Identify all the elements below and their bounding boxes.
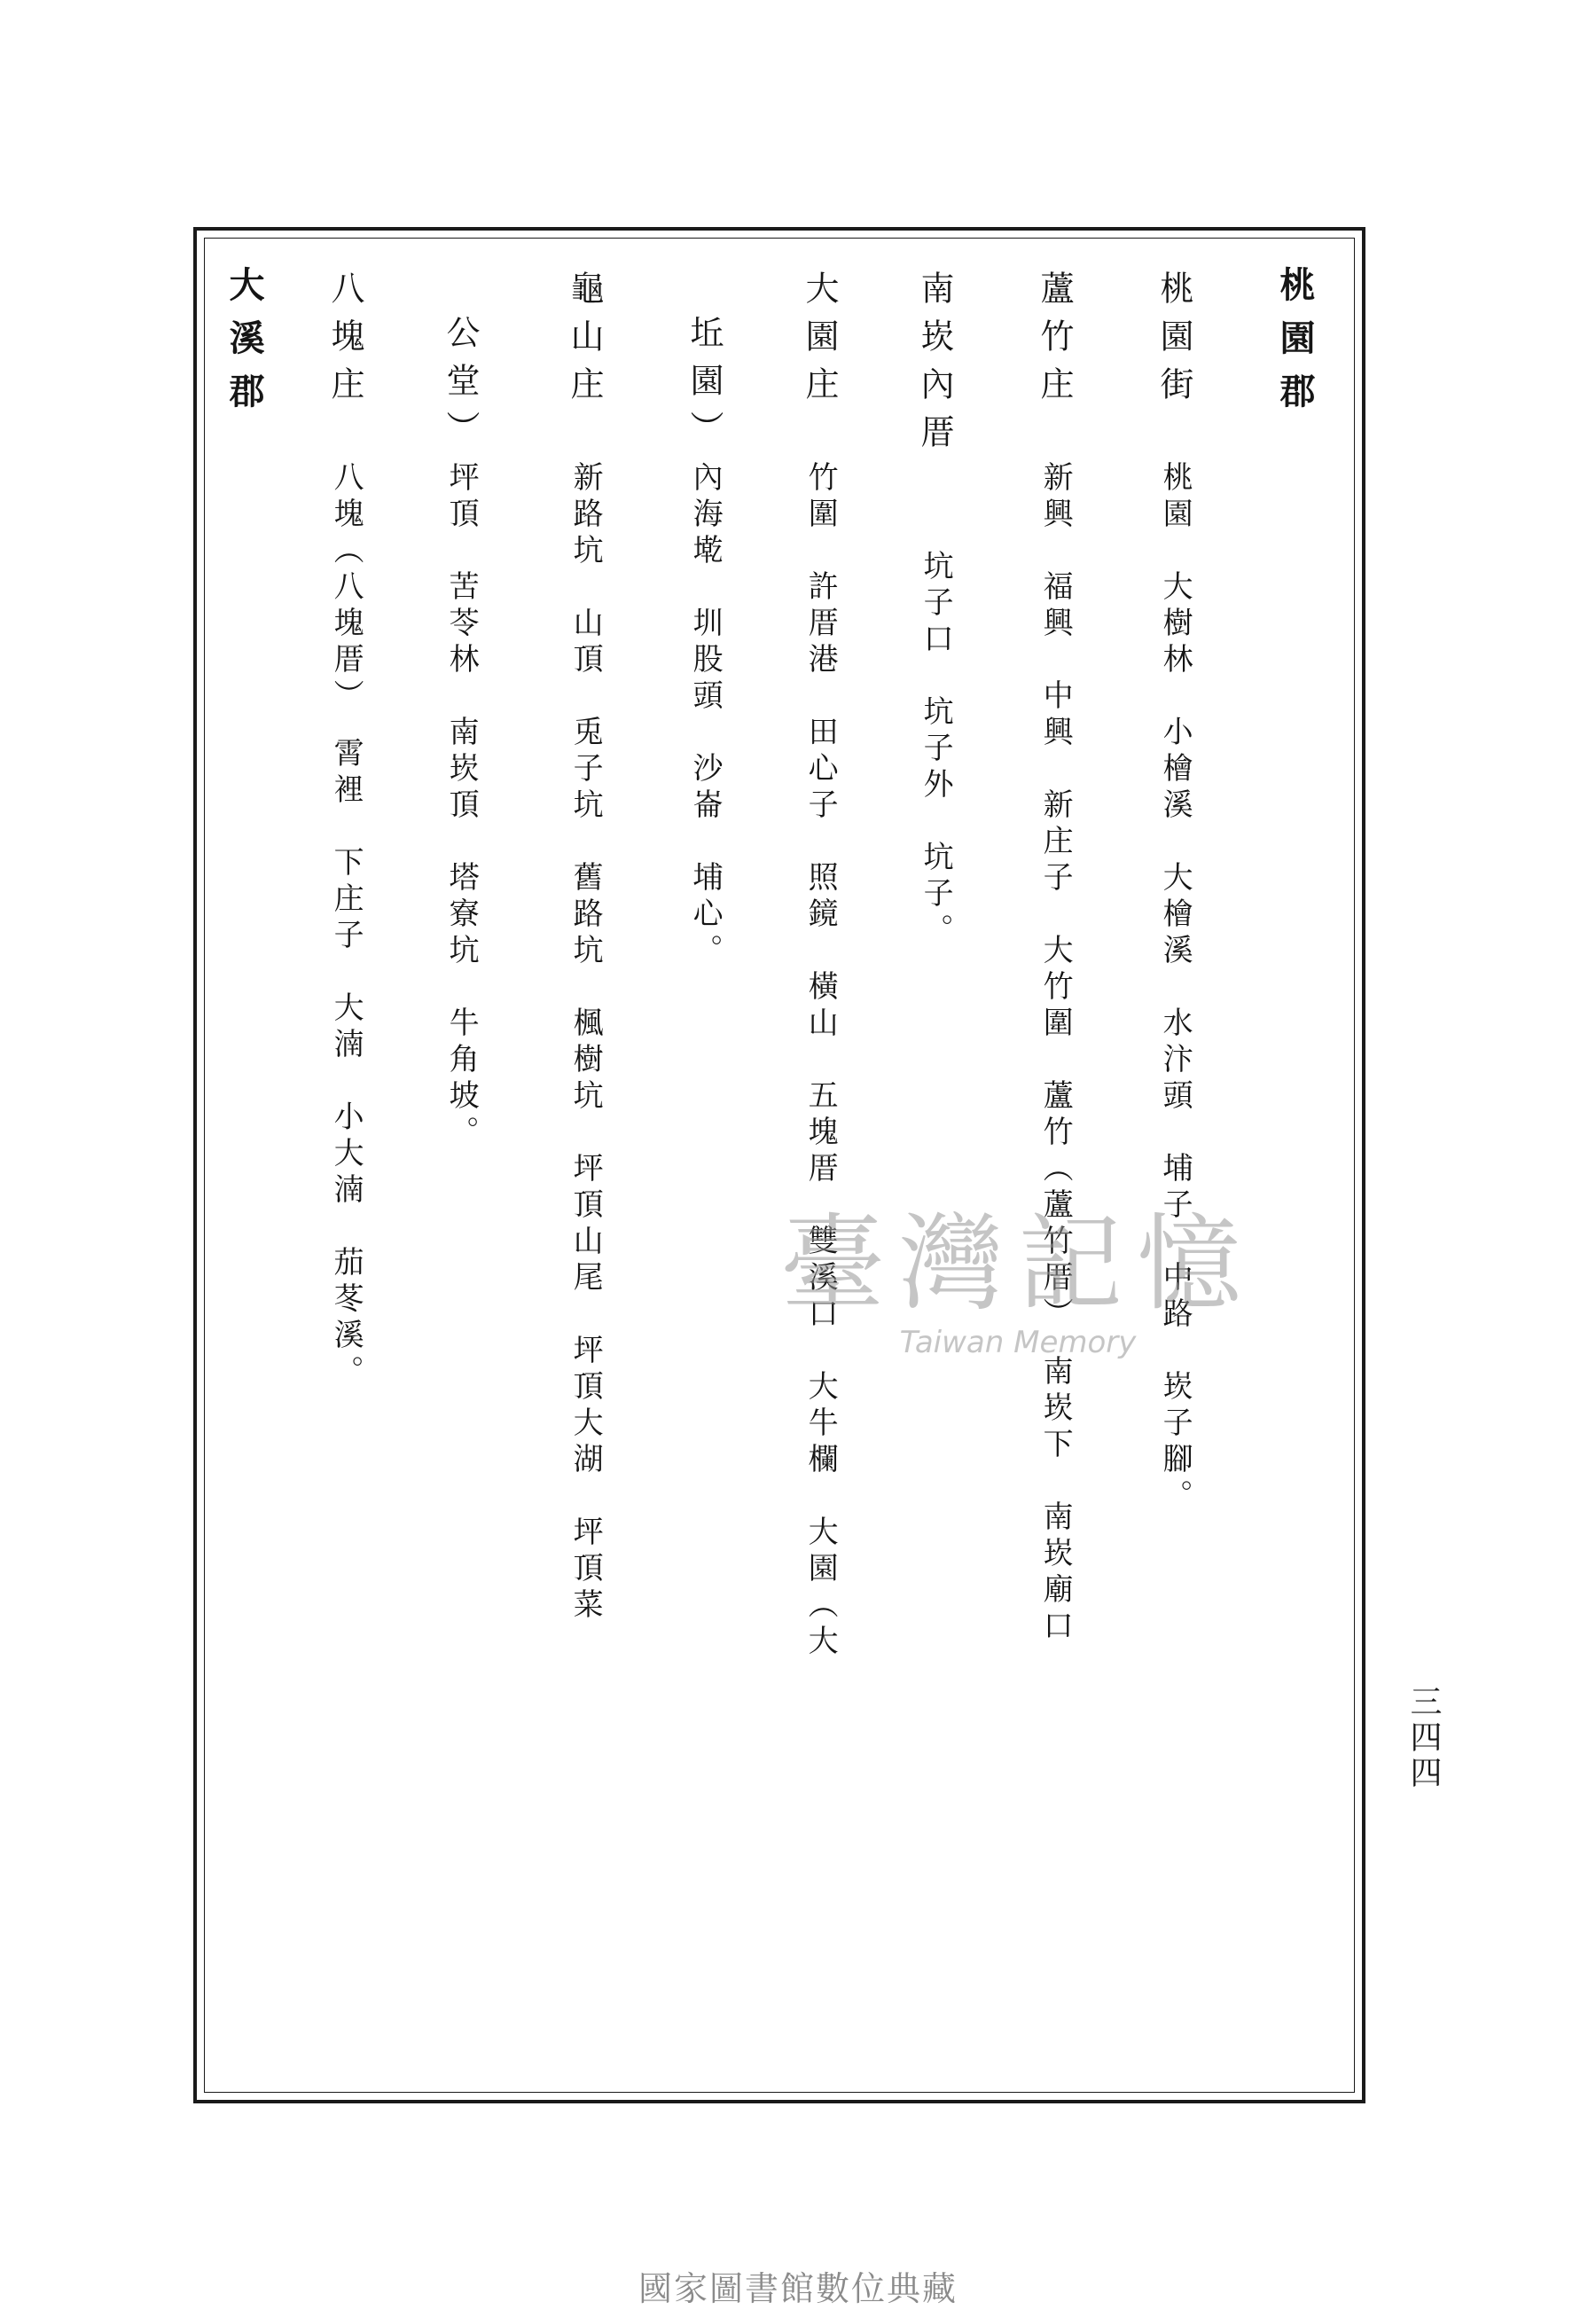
entries-guishan: 新路坑 山頂 兎子坑 舊路坑 楓樹坑 坪頂山尾 坪頂大湖 坪頂菜 (567, 461, 604, 1625)
page-number: 三四四 (1405, 1685, 1442, 1791)
watermark (780, 1179, 1256, 1360)
entries-dayuan-extra: 內海墘 圳股頭 沙崙 埔心。 (687, 461, 724, 970)
entries-guishan-extra: 坪頂 苦苓林 南崁頂 塔寮坑 牛角坡。 (443, 461, 480, 1152)
watermark-english: Taiwan Memory (899, 1325, 1137, 1360)
town-taoyuan-street: 桃園街 (1154, 270, 1193, 414)
county-header-taoyuan: 桃園郡 (1274, 266, 1316, 426)
town-bakuai: 八塊庄 (325, 270, 364, 414)
county-header-daxi: 大溪郡 (223, 266, 265, 426)
town-luzhu-extra: 南崁內厝 (915, 270, 954, 462)
entries-taoyuan-street: 桃園 大樹林 小檜溪 大檜溪 水汴頭 埔子 中路 崁子腳。 (1157, 461, 1193, 1515)
entries-dayuan: 竹圍 許厝港 田心子 照鏡 橫山 五塊厝 雙溪口 大牛欄 大園（大 (802, 461, 839, 1661)
entries-luzhu: 新興 福興 中興 新庄子 大竹圍 蘆竹（蘆竹厝） 南崁下 南崁廟口 (1037, 461, 1074, 1646)
town-guishan-extra: 公堂） (441, 315, 480, 458)
watermark-chinese: 臺灣記憶 (780, 1202, 1256, 1325)
town-dayuan: 大園庄 (800, 270, 839, 414)
town-dayuan-extra: 坵園） (685, 315, 724, 458)
entries-luzhu-extra: 坑子口 坑子外 坑子。 (918, 550, 954, 950)
footer-archive-label: 國家圖書館數位典藏 (638, 2269, 958, 2308)
entries-bakuai: 八塊（八塊厝） 霄裡 下庄子 大湳 小大湳 茄苳溪。 (328, 461, 364, 1391)
town-guishan: 龜山庄 (565, 270, 604, 414)
town-luzhu: 蘆竹庄 (1035, 270, 1074, 414)
